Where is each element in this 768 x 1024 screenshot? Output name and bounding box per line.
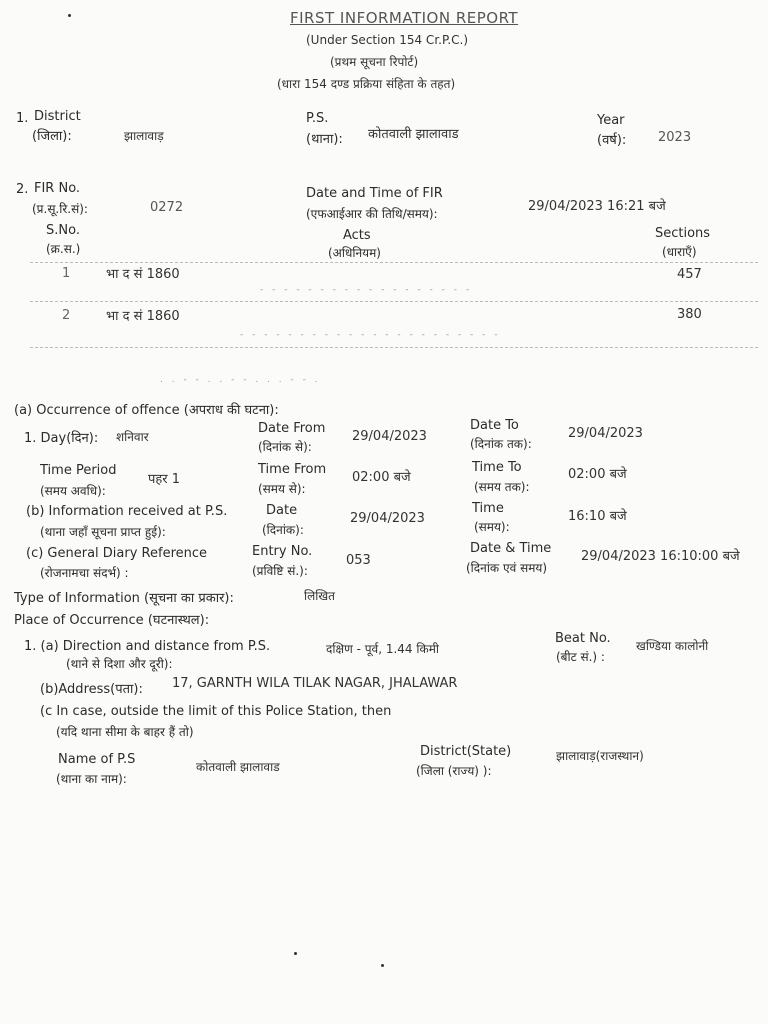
col-sections-label: Sections	[655, 226, 711, 241]
info-date-label: Date	[266, 503, 298, 518]
ps-label-hi: (थाना):	[306, 132, 343, 147]
beat-no-label-hi: (बीट सं.) :	[556, 650, 605, 664]
report-subtitle-hi: (प्रथम सूचना रिपोर्ट)	[330, 55, 419, 69]
time-to-label: Time To	[472, 460, 522, 475]
fir-datetime-label: Date and Time of FIR	[306, 186, 443, 201]
row-sno: 1	[62, 266, 71, 281]
entry-no-label: Entry No.	[252, 544, 313, 559]
section-2-number: 2.	[16, 182, 29, 197]
report-title: FIRST INFORMATION REPORT	[290, 9, 519, 27]
beat-no-value: खण्डिया कालोनी	[636, 639, 709, 653]
district-state-value: झालावाड़(राजस्थान)	[556, 749, 644, 763]
district-label: District	[34, 109, 81, 124]
outside-limit-label-hi: (यदि थाना सीमा के बाहर हैं तो)	[56, 725, 194, 739]
fir-label-hi: (प्र.सू.रि.सं):	[32, 202, 88, 216]
direction-label: 1. (a) Direction and distance from P.S.	[24, 639, 271, 654]
diary-ref-label: (c) General Diary Reference	[26, 546, 208, 561]
info-received-label-hi: (थाना जहाँ सूचना प्राप्त हुई):	[40, 525, 166, 539]
ps-value: कोतवाली झालावाड	[368, 127, 459, 142]
report-subtitle-en: (Under Section 154 Cr.P.C.)	[306, 33, 469, 47]
direction-value: दक्षिण - पूर्व, 1.44 किमी	[326, 642, 439, 656]
outside-limit-label: (c In case, outside the limit of this Police Station, then	[40, 704, 392, 719]
fir-datetime-label-hi: (एफआईआर की तिथि/समय):	[306, 207, 438, 221]
table-header-divider	[30, 262, 758, 263]
diary-datetime-label-hi: (दिनांक एवं समय)	[466, 561, 548, 575]
district-value: झालावाड़	[124, 129, 164, 143]
scan-dot	[68, 14, 71, 17]
info-received-label: (b) Information received at P.S.	[26, 504, 228, 519]
info-type-value: लिखित	[304, 589, 336, 603]
table-bottom-divider	[30, 347, 758, 348]
col-sno-label-hi: (क्र.स.)	[46, 242, 81, 256]
date-from-label: Date From	[258, 421, 326, 436]
date-to-label-hi: (दिनांक तक):	[470, 437, 532, 451]
year-label: Year	[597, 113, 625, 128]
other-ps-name-label-hi: (थाना का नाम):	[56, 772, 127, 786]
time-to-value: 02:00 बजे	[568, 467, 627, 482]
diary-ref-label-hi: (रोजनामचा संदर्भ) :	[40, 566, 129, 580]
col-acts-label: Acts	[343, 228, 371, 243]
info-date-label-hi: (दिनांक):	[262, 523, 304, 537]
scan-dot	[294, 952, 297, 955]
scan-noise: . . - - . . - - . . . - - .	[160, 375, 321, 385]
other-ps-name-value: कोतवाली झालावाड	[196, 760, 280, 774]
address-label: (b)Address(पता):	[40, 682, 143, 697]
date-to-label: Date To	[470, 418, 519, 433]
info-time-label-hi: (समय):	[474, 520, 510, 534]
date-from-label-hi: (दिनांक से):	[258, 440, 312, 454]
entry-no-value: 053	[346, 553, 371, 568]
col-acts-label-hi: (अधिनियम)	[328, 246, 381, 260]
row-section: 380	[677, 307, 702, 322]
time-from-label: Time From	[258, 462, 327, 477]
time-period-label-hi: (समय अवधि):	[40, 484, 106, 498]
occurrence-heading: (a) Occurrence of offence (अपराध की घटना):	[14, 403, 279, 418]
info-time-value: 16:10 बजे	[568, 509, 627, 524]
year-value: 2023	[658, 130, 692, 145]
diary-datetime-label: Date & Time	[470, 541, 552, 556]
ps-label: P.S.	[306, 111, 329, 126]
col-sno-label: S.No.	[46, 223, 80, 238]
row-act: भा द सं 1860	[106, 267, 180, 282]
time-from-label-hi: (समय से):	[258, 482, 306, 496]
direction-label-hi: (थाने से दिशा और दूरी):	[66, 657, 173, 671]
fir-value: 0272	[150, 200, 184, 215]
year-label-hi: (वर्ष):	[597, 133, 627, 148]
date-from-value: 29/04/2023	[352, 429, 427, 444]
date-to-value: 29/04/2023	[568, 426, 643, 441]
scan-noise: - - - - - - - - - - - - - - - - - - - - - -	[240, 330, 501, 340]
scan-dot	[381, 964, 384, 967]
table-row-divider	[30, 301, 758, 302]
diary-datetime-value: 29/04/2023 16:10:00 बजे	[581, 549, 740, 564]
time-to-label-hi: (समय तक):	[474, 480, 530, 494]
col-sections-label-hi: (धाराएँ)	[662, 245, 697, 259]
row-sno: 2	[62, 308, 71, 323]
report-subtitle-section: (धारा 154 दण्ड प्रक्रिया संहिता के तहत)	[277, 77, 456, 91]
fir-label: FIR No.	[34, 181, 81, 196]
place-of-occurrence-heading: Place of Occurrence (घटनास्थल):	[14, 613, 210, 628]
district-label-hi: (जिला):	[32, 129, 72, 144]
district-state-label-hi: (जिला (राज्य) ):	[416, 764, 492, 778]
fir-datetime-value: 29/04/2023 16:21 बजे	[528, 199, 666, 214]
district-state-label: District(State)	[420, 744, 512, 759]
section-1-number: 1.	[16, 111, 29, 126]
time-period-label: Time Period	[40, 463, 117, 478]
beat-no-label: Beat No.	[555, 631, 611, 646]
row-section: 457	[677, 267, 702, 282]
day-value: शनिवार	[116, 430, 149, 444]
time-period-value: पहर 1	[148, 472, 181, 487]
other-ps-name-label: Name of P.S	[58, 752, 136, 767]
info-type-label: Type of Information (सूचना का प्रकार):	[14, 591, 234, 606]
time-from-value: 02:00 बजे	[352, 470, 411, 485]
info-time-label: Time	[472, 501, 504, 516]
entry-no-label-hi: (प्रविष्टि सं.):	[252, 564, 308, 578]
address-value: 17, GARNTH WILA TILAK NAGAR, JHALAWAR	[172, 676, 458, 691]
scan-noise: - - - - - - - - - - - - - - - - - -	[260, 285, 473, 295]
info-date-value: 29/04/2023	[350, 511, 425, 526]
day-label: 1. Day(दिन):	[24, 431, 99, 446]
row-act: भा द सं 1860	[106, 309, 180, 324]
